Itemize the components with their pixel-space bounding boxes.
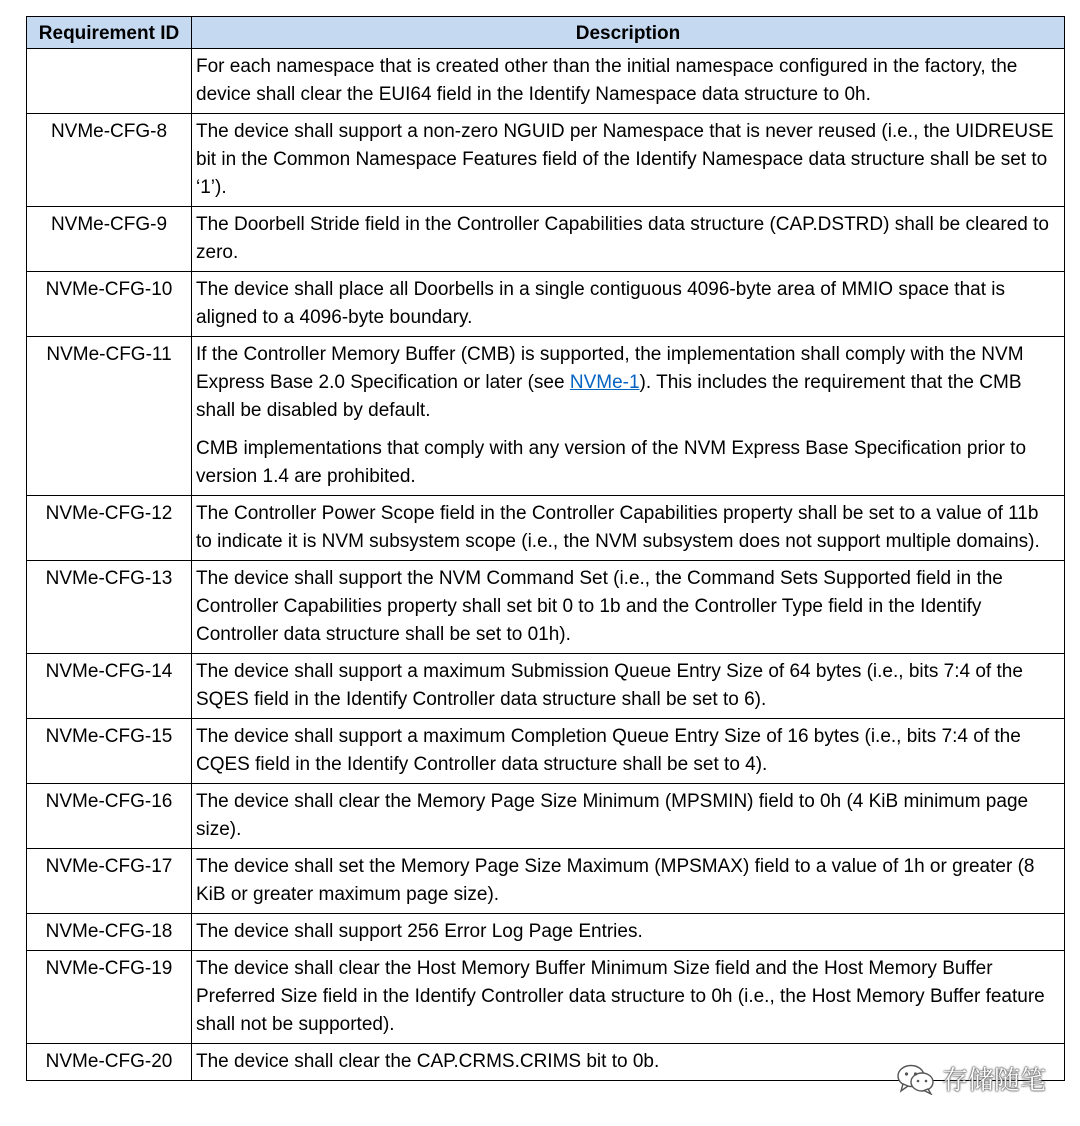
description-paragraph: The device shall support a non-zero NGUID per Namespace that is never reused (i.e., the UIDREUSE bit in the Common Namespace Features field of the Identify Namespace data structure shall be set to ‘1’).	[196, 121, 1054, 198]
table-row	[27, 272, 1065, 337]
description-cell	[192, 114, 1065, 207]
table-row	[27, 337, 1065, 496]
requirements-body	[27, 49, 1065, 1081]
description-paragraph: The Doorbell Stride field in the Controller Capabilities data structure (CAP.DSTRD) shall be cleared to zero.	[196, 214, 1049, 263]
watermark-text: 存储随笔	[941, 1066, 1046, 1096]
description-paragraph: CMB implementations that comply with any version of the NVM Express Base Specification prior to version 1.4 are prohibited.	[196, 438, 1027, 487]
description-paragraph: The device shall clear the Host Memory Buffer Minimum Size field and the Host Memory Buffer Preferred Size field in the Identify Controller data structure to 0h (i.e., the Host Memory Buffer feature shall not be supported).	[196, 958, 1045, 1035]
description-paragraph: The device shall support a maximum Submission Queue Entry Size of 64 bytes (i.e., bits 7:4 of the SQES field in the Identify Controller data structure shall be set to 6).	[196, 661, 1023, 710]
table-row	[27, 784, 1065, 849]
table-row	[27, 561, 1065, 654]
requirement-id-cell: NVMe-CFG-18	[27, 914, 192, 951]
description-cell	[192, 784, 1065, 849]
description-cell	[192, 719, 1065, 784]
table-row	[27, 719, 1065, 784]
requirement-id-cell	[27, 49, 192, 114]
description-cell	[192, 1044, 1065, 1081]
description-paragraph: The device shall clear the Memory Page Size Minimum (MPSMIN) field to 0h (4 KiB minimum page size).	[196, 791, 1029, 840]
description-paragraph: The device shall support the NVM Command Set (i.e., the Command Sets Supported field in the Controller Capabilities property shall set bit 0 to 1b and the Controller Type field in the Identify Controller data structure shall be set to 01h).	[196, 568, 1003, 645]
description-cell	[192, 207, 1065, 272]
requirement-id-cell: NVMe-CFG-13	[27, 561, 192, 654]
description-cell	[192, 337, 1065, 496]
table-row	[27, 951, 1065, 1044]
description-paragraph: The device shall support a maximum Completion Queue Entry Size of 16 bytes (i.e., bits 7:4 of the CQES field in the Identify Controller data structure shall be set to 4).	[196, 726, 1021, 775]
table-row	[27, 207, 1065, 272]
table-row	[27, 1044, 1065, 1081]
requirement-id-cell: NVMe-CFG-8	[27, 114, 192, 207]
description-paragraph: The device shall place all Doorbells in a single contiguous 4096-byte area of MMIO space that is aligned to a 4096-byte boundary.	[196, 279, 1005, 328]
requirement-id-cell: NVMe-CFG-14	[27, 654, 192, 719]
description-cell	[192, 654, 1065, 719]
description-text: ). This includes the requirement that the CMB shall be disabled by default.	[196, 372, 1022, 421]
table-row	[27, 114, 1065, 207]
description-cell	[192, 914, 1065, 951]
description-cell	[192, 849, 1065, 914]
description-text: If the Controller Memory Buffer (CMB) is supported, the implementation shall comply with the NVM Express Base 2.0 Specification or later (see	[196, 344, 1024, 393]
requirement-id-cell: NVMe-CFG-17	[27, 849, 192, 914]
requirements-table	[26, 16, 1065, 1081]
requirement-id-cell: NVMe-CFG-19	[27, 951, 192, 1044]
table-row	[27, 849, 1065, 914]
description-paragraph: For each namespace that is created other than the initial namespace configured in the factory, the device shall clear the EUI64 field in the Identify Namespace data structure to 0h.	[196, 56, 1018, 105]
description-cell	[192, 49, 1065, 114]
description-paragraph: The device shall support 256 Error Log Page Entries.	[196, 921, 643, 942]
requirement-id-cell: NVMe-CFG-12	[27, 496, 192, 561]
requirement-id-cell: NVMe-CFG-11	[27, 337, 192, 496]
requirement-id-cell: NVMe-CFG-16	[27, 784, 192, 849]
reference-link[interactable]: NVMe-1	[569, 372, 640, 393]
requirement-id-cell: NVMe-CFG-10	[27, 272, 192, 337]
description-cell	[192, 272, 1065, 337]
table-row	[27, 654, 1065, 719]
requirement-id-cell: NVMe-CFG-15	[27, 719, 192, 784]
header-description: Description	[192, 17, 1065, 49]
header-row	[27, 17, 1065, 49]
description-cell	[192, 496, 1065, 561]
header-requirement-id: Requirement ID	[27, 17, 192, 49]
description-paragraph: The device shall clear the CAP.CRMS.CRIMS bit to 0b.	[196, 1051, 660, 1072]
table-row	[27, 914, 1065, 951]
description-cell	[192, 561, 1065, 654]
table-row	[27, 496, 1065, 561]
description-paragraph: The Controller Power Scope field in the Controller Capabilities property shall be set to a value of 11b to indicate it is NVM subsystem scope (i.e., the NVM subsystem does not support multiple domains).	[196, 503, 1040, 552]
description-cell	[192, 951, 1065, 1044]
table-row	[27, 49, 1065, 114]
description-paragraph: The device shall set the Memory Page Size Maximum (MPSMAX) field to a value of 1h or greater (8 KiB or greater maximum page size).	[196, 856, 1035, 905]
description-paragraph	[196, 341, 1058, 425]
requirement-id-cell: NVMe-CFG-9	[27, 207, 192, 272]
requirement-id-cell: NVMe-CFG-20	[27, 1044, 192, 1081]
